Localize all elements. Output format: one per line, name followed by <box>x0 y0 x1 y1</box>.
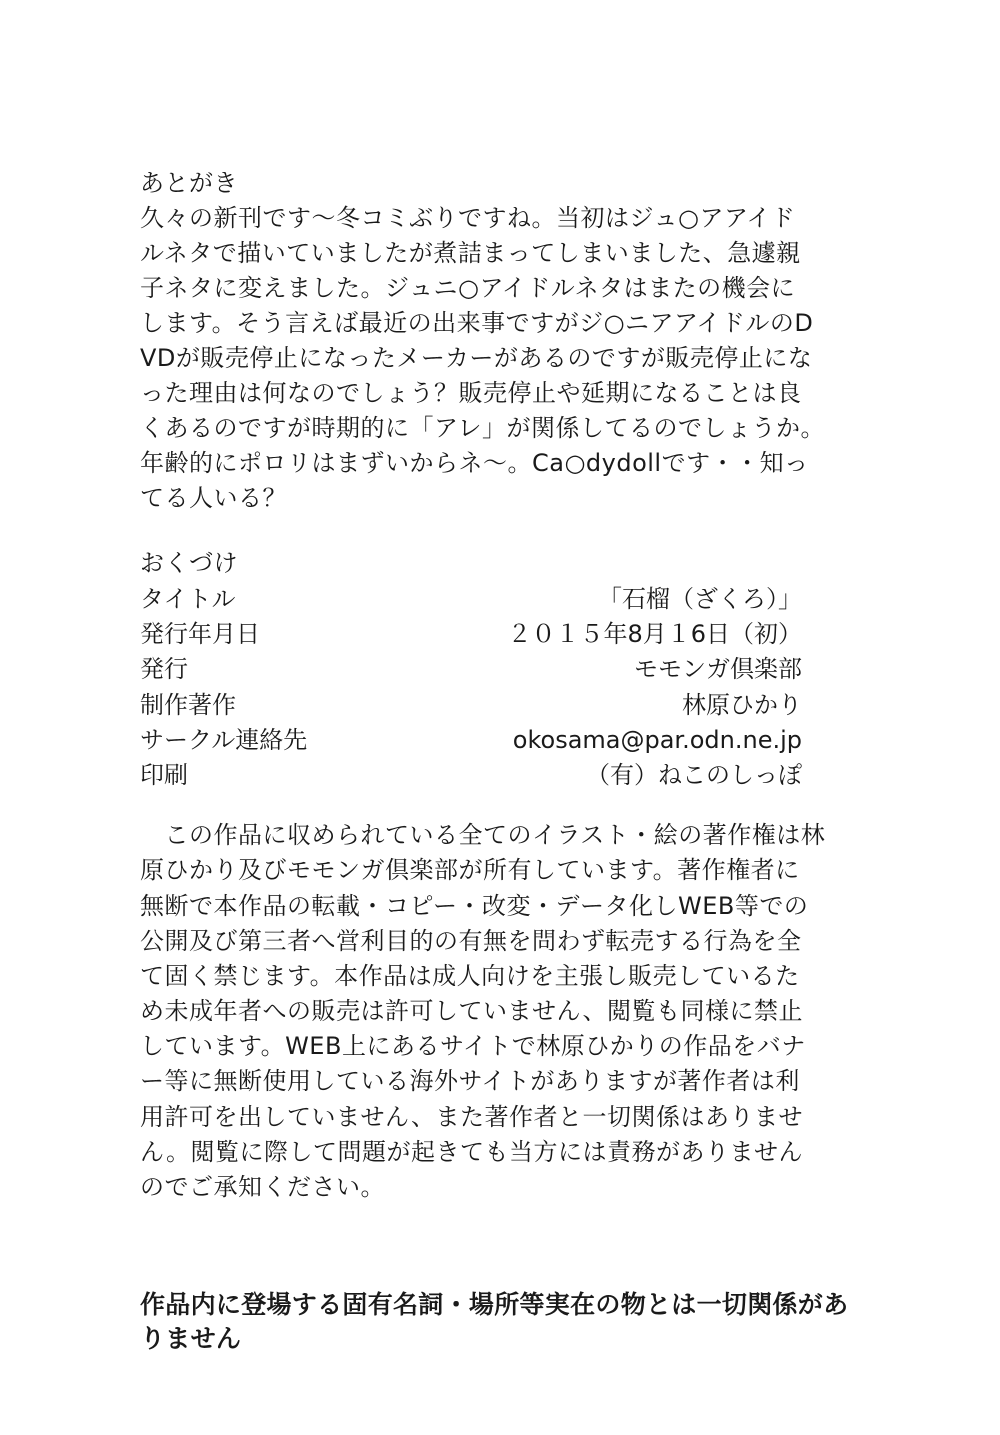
afterword-line: った理由は何なのでしょう？販売停止や延期になることは良 <box>140 379 802 407</box>
copyright-line: ん。閲覧に際して問題が起きても当方には責務がありません <box>140 1138 803 1166</box>
colophon-value-publisher: モモンガ倶楽部 <box>634 655 802 683</box>
colophon-label-author: 制作著作 <box>140 691 236 719</box>
copyright-line: 用許可を出していません、また著作者と一切関係はありませ <box>140 1103 803 1131</box>
copyright-line: 無断で本作品の転載・コピー・改変・データ化しWEB等での <box>140 892 809 920</box>
disclaimer-line: 作品内に登場する固有名詞・場所等実在の物とは一切関係があ <box>140 1290 849 1319</box>
colophon-value-title: 「石榴（ざくろ）」 <box>598 585 802 613</box>
copyright-line: 原ひかり及びモモンガ倶楽部が所有しています。著作権者に <box>140 856 800 884</box>
afterword-line: 子ネタに変えました。ジュニ○アイドルネタはまたの機会に <box>140 274 796 302</box>
copyright-line: 公開及び第三者へ営利目的の有無を問わず転売する行為を全 <box>140 927 802 955</box>
afterword-line: 久々の新刊です～冬コミぶりですね。当初はジュ○アアイド <box>140 204 796 232</box>
afterword-line: くあるのですが時期的に「アレ」が関係してるのでしょうか。 <box>140 414 826 442</box>
colophon-value-author: 林原ひかり <box>682 691 802 719</box>
copyright-line: ー等に無断使用している海外サイトがありますが著作者は利 <box>140 1067 800 1095</box>
copyright-line: め未成年者への販売は許可していません、閲覧も同様に禁止 <box>140 997 803 1025</box>
copyright-line: しています。WEB上にあるサイトで林原ひかりの作品をバナ <box>140 1032 806 1060</box>
colophon-heading: おくづけ <box>140 549 238 577</box>
afterword-heading: あとがき <box>140 169 238 197</box>
copyright-line: のでご承知ください。 <box>140 1173 385 1201</box>
afterword-line: ルネタで描いていましたが煮詰まってしまいました、急遽親 <box>140 239 801 267</box>
afterword-line: てる人いる？ <box>140 484 287 512</box>
afterword-line: します。そう言えば最近の出来事ですがジ○ニアアイドルのD <box>140 309 814 337</box>
colophon-label-date: 発行年月日 <box>140 620 260 648</box>
afterword-line: 年齢的にポロリはまずいからネ～。Ca○dydollです・・知っ <box>140 449 809 477</box>
copyright-line: この作品に収められている全てのイラスト・絵の著作権は林 <box>140 821 826 849</box>
colophon-label-title: タイトル <box>140 585 236 613</box>
copyright-line: て固く禁じます。本作品は成人向けを主張し販売しているた <box>140 962 800 990</box>
colophon-label-printer: 印刷 <box>140 761 188 789</box>
colophon-value-date: ２０１５年8月１6日（初） <box>507 620 802 648</box>
colophon-value-contact: okosama@par.odn.ne.jp <box>512 726 802 754</box>
disclaimer-line: りません <box>140 1324 242 1353</box>
colophon-value-printer: （有）ねこのしっぽ <box>586 761 802 789</box>
colophon-label-contact: サークル連絡先 <box>140 726 308 754</box>
colophon-label-publisher: 発行 <box>140 655 188 683</box>
afterword-line: VDが販売停止になったメーカーがあるのですが販売停止にな <box>140 344 813 372</box>
